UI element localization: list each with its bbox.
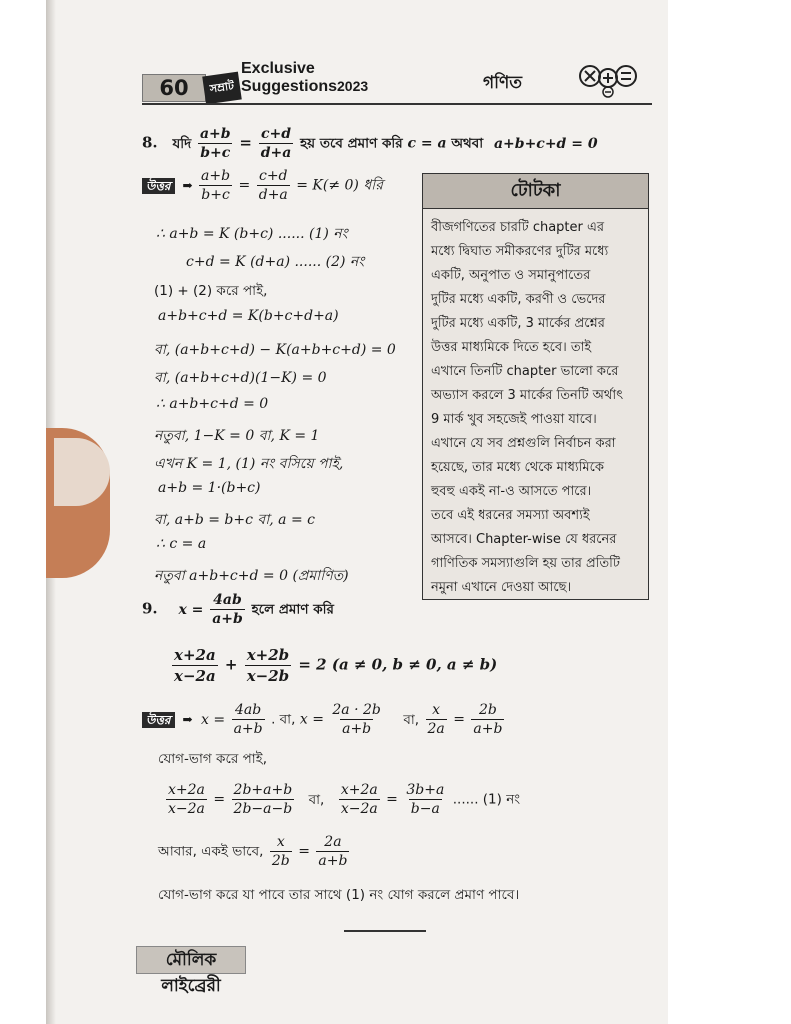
- header-rule: [142, 103, 652, 105]
- q8-lhs-num: a+b: [199, 126, 231, 142]
- q8-ans-num-b: c+d: [258, 168, 288, 184]
- q8-answer-label: উত্তর: [142, 178, 175, 194]
- q9-t1-den: x−2a: [174, 667, 216, 685]
- q8-step-11: বা, a+b = b+c বা, a = c: [154, 512, 315, 528]
- q9-answer-label: উত্তর: [142, 712, 175, 728]
- tip-box-title: টোটকা: [423, 174, 648, 209]
- q9-a-frac4: [471, 702, 504, 737]
- q9-claim-pre: হলে প্রমাণ করি: [251, 601, 334, 618]
- q9-x-eq: x =: [178, 601, 204, 618]
- q9-l3-num4: 3b+a: [406, 782, 445, 798]
- q9-a-den2: a+b: [342, 721, 372, 737]
- tip-line: মধ্যে দ্বিঘাত সমীকরণের দুটির মধ্যে: [431, 244, 609, 259]
- q9-l4-eq: =: [298, 843, 310, 860]
- q9-l3-tail: ...... (1) নং: [452, 791, 521, 808]
- q9-answer-line4: [158, 834, 351, 869]
- header-title-word: Suggestions: [241, 78, 338, 95]
- q8-step-10: a+b = 1·(b+c): [158, 480, 261, 496]
- page-number: 60: [159, 76, 189, 100]
- page-number-box: [142, 74, 206, 102]
- q8-answer-first-line: উত্তর ➡ $\frac{a+b}{b+c}$ = $\frac{c+d}{d+a}$ = K(≠ 0) ধরি: [142, 168, 383, 203]
- q9-l3-den4: b−a: [410, 801, 440, 817]
- q8-rhs-fraction: [259, 126, 294, 161]
- tip-line: গাণিতিক সমস্যাগুলি হয় তার প্রতিটি: [431, 556, 620, 571]
- q8-step-12: ∴ c = a: [156, 536, 207, 552]
- q8-lhs-den: b+c: [200, 145, 231, 161]
- q8-rhs-den: d+a: [260, 145, 292, 161]
- q8-step-6: বা, (a+b+c+d)(1−K) = 0: [154, 370, 327, 386]
- q8-ans-first-tail: = K(≠ 0) ধরি: [296, 177, 383, 194]
- q9-l4-num2: 2a: [324, 834, 342, 850]
- tip-line: আসবে। Chapter-wise যে ধরনের: [431, 532, 617, 547]
- q9-a-num4: 2b: [478, 702, 497, 718]
- q8-step-5: বা, (a+b+c+d) − K(a+b+c+d) = 0: [154, 342, 396, 358]
- q8-lhs-fraction: [198, 126, 233, 161]
- q9-a-num2: 2a · 2b: [332, 702, 381, 718]
- q8-ans-frac-b: [257, 168, 290, 203]
- q9-a-den3: 2a: [427, 721, 445, 737]
- q9-l4-num1: x: [276, 834, 285, 850]
- q8-step-8: নতুবা, 1−K = 0 বা, K = 1: [154, 428, 320, 444]
- q9-l3-eq2: =: [386, 791, 398, 808]
- header-subject: গণিত: [483, 73, 523, 93]
- q9-l3-den3: x−2a: [340, 801, 378, 817]
- q8-step-7: ∴ a+b+c+d = 0: [156, 396, 269, 412]
- header-title-line2: [241, 78, 368, 96]
- tip-line: অভ্যাস করলে 3 মার্কের তিনটি অর্থাৎ: [431, 388, 624, 403]
- tip-line: হয়েছে, তার মধ্যে থেকে মাধ্যমিকে: [431, 460, 604, 475]
- section-divider: [344, 930, 426, 932]
- q9-l3-eq1: =: [213, 791, 226, 808]
- tip-line: উত্তর মাধ্যমিকে দিতে হবে। তাই: [431, 340, 592, 355]
- q9-l4-den1: 2b: [271, 853, 290, 869]
- q8-step-3: (1) + (2) করে পাই,: [154, 283, 268, 299]
- tip-line: একটি, অনুপাত ও সমানুপাতের: [431, 268, 591, 283]
- q9-t1-num: x+2a: [174, 646, 216, 664]
- q9-answer-line5: যোগ-ভাগ করে যা পাবে তার সাথে (1) নং যোগ করলে প্রমাণ পাবে।: [158, 887, 520, 903]
- question-8: 8. যদি $\frac{a+b}{b+c}$ = $\frac{c+d}{d+a}$ হয় তবে প্রমাণ করি c = a অথবা a+b+c+d = 0: [142, 126, 598, 161]
- q9-x-num: 4ab: [213, 592, 242, 608]
- q8-claim-sum: a+b+c+d = 0: [493, 135, 598, 152]
- q9-answer-line1: [142, 702, 506, 737]
- answer-arrow-icon: ➡: [182, 712, 193, 727]
- q8-claim-c-eq-a: c = a: [407, 135, 447, 152]
- q9-a-or1: . বা,: [271, 711, 296, 728]
- q9-l3-or: বা,: [308, 791, 325, 808]
- tip-line: হুবহু একই না-ও আসতে পারে।: [431, 484, 592, 499]
- q9-x-den: a+b: [212, 611, 243, 627]
- brand-logo: সম্রাট: [202, 72, 242, 105]
- q8-step-13: নতুবা a+b+c+d = 0 (প্রমাণিত): [154, 568, 349, 584]
- q8-number: 8.: [142, 133, 158, 152]
- q9-x-fraction: [210, 592, 245, 627]
- q9-a-den1: a+b: [233, 721, 263, 737]
- q9-term2: [245, 646, 291, 685]
- header-title-line1: Exclusive: [241, 60, 315, 77]
- tip-line: নমুনা এখানে দেওয়া আছে।: [431, 580, 572, 595]
- q9-a-den4: a+b: [473, 721, 503, 737]
- q8-ans-frac-a: [199, 168, 232, 203]
- q9-a-num1: 4ab: [234, 702, 262, 718]
- q9-a-x2: x =: [299, 711, 324, 728]
- q9-l3-frac3: [339, 782, 380, 817]
- q8-claim-pre: হয় তবে প্রমাণ করি: [300, 135, 403, 152]
- q9-l3-den2: 2b−a−b: [233, 801, 293, 817]
- q9-term1: [172, 646, 218, 685]
- book-page: [46, 0, 668, 1024]
- q9-l3-den1: x−2a: [168, 801, 205, 817]
- q9-answer-line3: [164, 782, 520, 817]
- tip-line: দুটির মধ্যে একটি, করণী ও ভেদের: [431, 292, 606, 307]
- tip-line: 9 মার্ক খুব সহজেই পাওয়া যাবে।: [431, 412, 597, 427]
- q8-ans-num-a: a+b: [201, 168, 231, 184]
- answer-arrow-icon: ➡: [182, 178, 193, 193]
- tip-line: এখানে যে সব প্রশ্নগুলি নির্বাচন করা: [431, 436, 616, 451]
- tip-box: [422, 173, 649, 600]
- q9-l3-frac4: [404, 782, 446, 817]
- q8-step-1: ∴ a+b = K (b+c) ...... (1) নং: [156, 226, 348, 242]
- q9-a-x: x =: [201, 711, 226, 728]
- q9-a-frac3: [426, 702, 447, 737]
- q9-l4-frac1: [270, 834, 292, 869]
- q9-l3-num3: x+2a: [340, 782, 378, 798]
- q8-step-4: a+b+c+d = K(b+c+d+a): [158, 308, 339, 324]
- q8-if-word: যদি: [172, 135, 192, 152]
- math-operators-icon: [576, 62, 640, 98]
- q9-l3-frac1: [166, 782, 207, 817]
- q9-l4-pre: আবার, একই ভাবে,: [158, 843, 264, 860]
- question-9: [142, 592, 334, 627]
- tip-line: বীজগণিতের চারটি chapter এর: [431, 220, 605, 235]
- q9-a-frac1: [232, 702, 265, 737]
- tip-line: দুটির মধ্যে একটি, 3 মার্কের প্রশ্নের: [431, 316, 605, 331]
- q9-l3-num1: x+2a: [168, 782, 205, 798]
- q9-tail: = 2 (a ≠ 0, b ≠ 0, a ≠ b): [298, 655, 498, 674]
- q9-answer-line2: যোগ-ভাগ করে পাই,: [158, 751, 267, 767]
- q9-a-num3: x: [432, 702, 441, 718]
- q9-a-frac2: [330, 702, 382, 737]
- q9-l3-num2: 2b+a+b: [233, 782, 293, 798]
- q9-l4-frac2: [316, 834, 349, 869]
- q8-step-9: এখন K = 1, (1) নং বসিয়ে পাই,: [154, 456, 344, 472]
- q8-step-2: c+d = K (d+a) ...... (2) নং: [186, 254, 365, 270]
- q9-t2-num: x+2b: [246, 646, 290, 664]
- q9-l4-den2: a+b: [318, 853, 348, 869]
- q9-l3-frac2: [232, 782, 295, 817]
- q9-target-equation: [170, 646, 497, 685]
- header-year: 2023: [337, 78, 369, 94]
- q8-ans-den-b: d+a: [258, 187, 288, 203]
- footer-label: মৌলিক লাইব্রেরী: [136, 946, 246, 974]
- q9-a-eq: =: [453, 711, 465, 728]
- tip-line: এখানে তিনটি chapter ভালো করে: [431, 364, 619, 379]
- q9-a-or2: বা,: [403, 711, 420, 728]
- q8-or-word: অথবা: [451, 135, 484, 152]
- q8-rhs-num: c+d: [260, 126, 292, 142]
- q8-ans-den-a: b+c: [201, 187, 230, 203]
- q9-plus: +: [224, 655, 238, 674]
- tip-line: তবে এই ধরনের সমস্যা অবশ্যই: [431, 508, 590, 523]
- q9-number: 9.: [142, 599, 158, 618]
- q9-t2-den: x−2b: [246, 667, 290, 685]
